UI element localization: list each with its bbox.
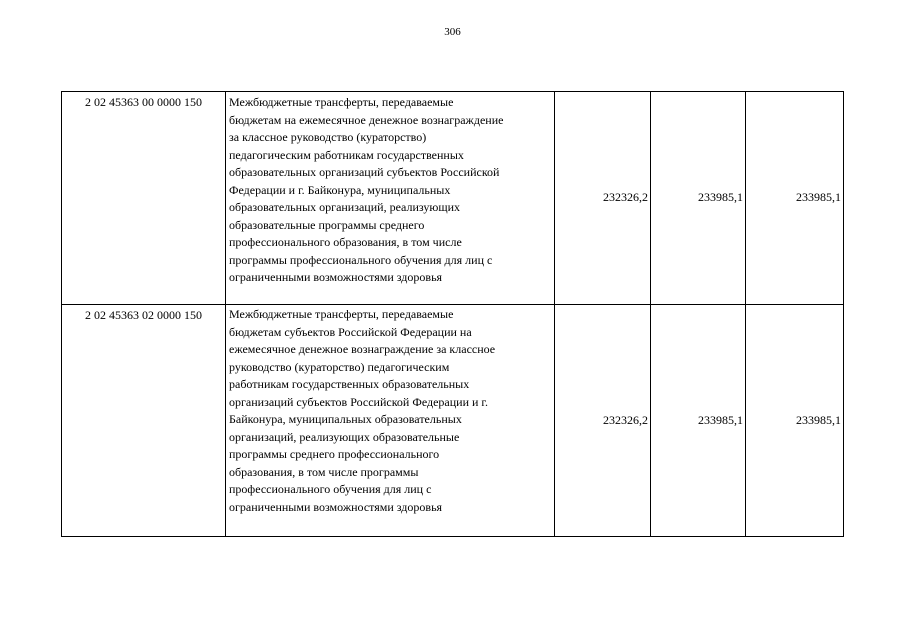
- description-line: образовательные программы среднего: [229, 217, 425, 232]
- description-line: работникам государственных образовательных: [229, 377, 470, 391]
- description-line: профессионального образования, в том числе: [229, 235, 462, 249]
- description-cell: [226, 92, 555, 305]
- description-line: педагогическим работникам государственных: [229, 147, 464, 162]
- amount-cell-1: 232326,2: [555, 92, 651, 305]
- description-line: образовательных организаций субъектов Российской: [229, 165, 500, 179]
- amount-cell-2: 233985,1: [651, 92, 746, 305]
- description-line: за классное руководство (кураторство): [229, 130, 427, 144]
- amount-cell-3: 233985,1: [746, 305, 844, 537]
- description-line: руководство (кураторство) педагогическим: [229, 359, 450, 374]
- description-line: программы профессионального обучения для лиц с: [229, 252, 493, 267]
- description-line: профессионального обучения для лиц с: [229, 482, 432, 496]
- page-number: 306: [444, 26, 461, 38]
- amount-cell-2: 233985,1: [651, 305, 746, 537]
- budget-code-cell: 2 02 45363 02 0000 150: [62, 305, 226, 537]
- description-line: Межбюджетные трансферты, передаваемые: [229, 95, 454, 109]
- budget-code-cell: 2 02 45363 00 0000 150: [62, 92, 226, 305]
- description-line: организаций, реализующих образовательные: [229, 429, 460, 444]
- table-row: [62, 92, 844, 305]
- description-line: Федерации и г. Байконура, муниципальных: [229, 182, 451, 197]
- amount-cell-1: 232326,2: [555, 305, 651, 537]
- budget-table: [61, 91, 844, 537]
- description-line: Байконура, муниципальных образовательных: [229, 412, 462, 426]
- amount-cell-3: 233985,1: [746, 92, 844, 305]
- description-line: образовательных организаций, реализующих: [229, 200, 460, 214]
- description-line: бюджетам на ежемесячное денежное вознаграждение: [229, 112, 504, 127]
- description-cell: [226, 305, 555, 537]
- table-row: [62, 305, 844, 537]
- description-line: образования, в том числе программы: [229, 464, 419, 479]
- description-line: ограниченными возможностями здоровья: [229, 499, 443, 514]
- description-line: бюджетам субъектов Российской Федерации на: [229, 324, 472, 339]
- description-line: ограниченными возможностями здоровья: [229, 270, 443, 284]
- description-line: ежемесячное денежное вознаграждение за классное: [229, 342, 496, 356]
- description-line: Межбюджетные трансферты, передаваемые: [229, 307, 454, 321]
- description-line: организаций субъектов Российской Федерации и г.: [229, 394, 488, 409]
- description-line: программы среднего профессионального: [229, 447, 440, 461]
